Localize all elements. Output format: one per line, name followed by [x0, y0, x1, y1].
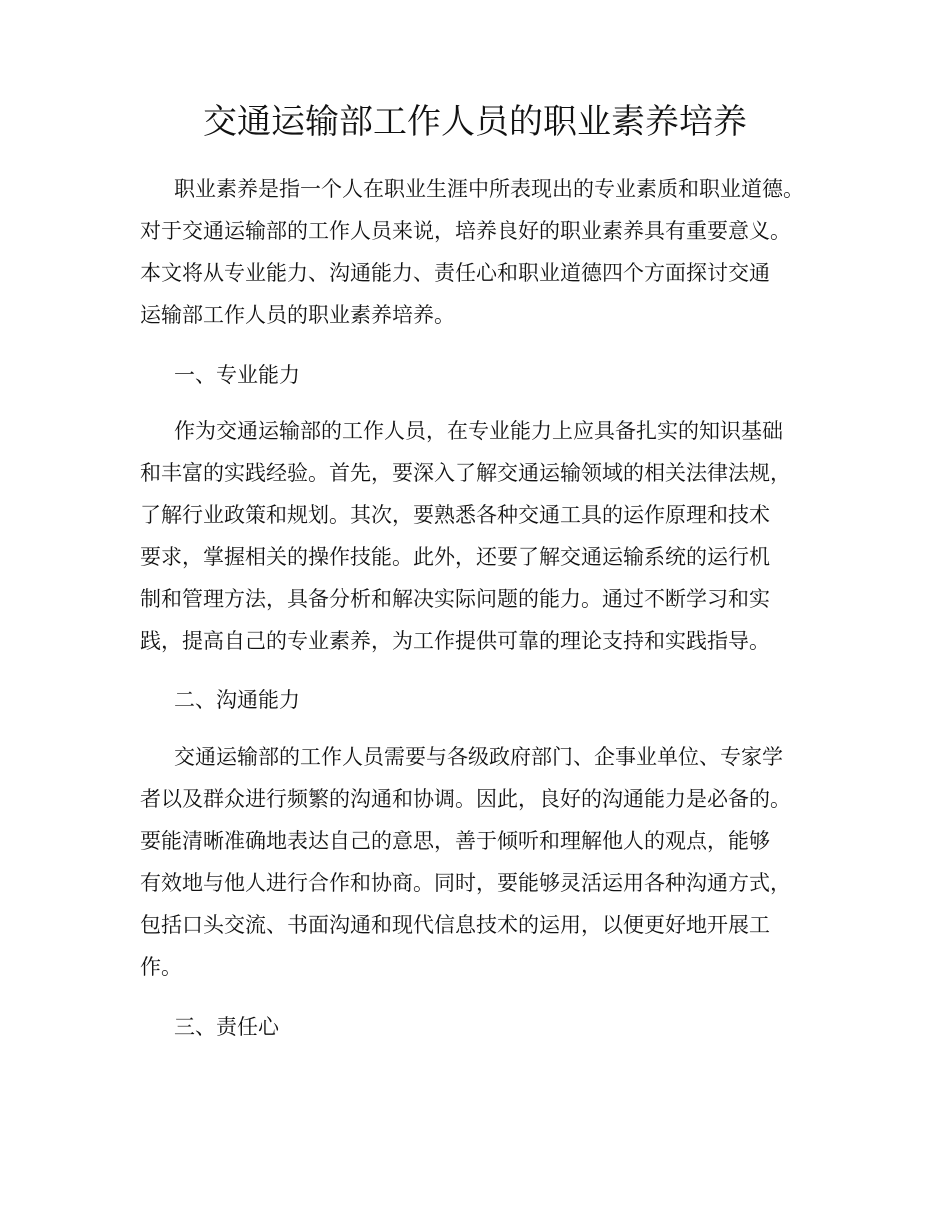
section-heading-responsibility: 三、责任心	[174, 1015, 279, 1039]
section2-line-2: 者以及群众进行频繁的沟通和协调。因此，良好的沟通能力是必备的。	[140, 787, 791, 811]
section2-line-6: 作。	[140, 955, 182, 979]
section-heading-communication-ability: 二、沟通能力	[174, 688, 300, 712]
section1-line-6: 践，提高自己的专业素养，为工作提供可靠的理论支持和实践指导。	[140, 629, 770, 653]
intro-line-3: 本文将从专业能力、沟通能力、责任心和职业道德四个方面探讨交通	[140, 261, 770, 285]
section1-line-4: 要求，掌握相关的操作技能。此外，还要了解交通运输系统的运行机	[140, 545, 770, 569]
document-title: 交通运输部工作人员的职业素养培养	[203, 102, 747, 142]
section2-line-3: 要能清晰准确地表达自己的意思，善于倾听和理解他人的观点，能够	[140, 829, 770, 853]
section2-line-5: 包括口头交流、书面沟通和现代信息技术的运用，以便更好地开展工	[140, 913, 770, 937]
section2-line-4: 有效地与他人进行合作和协商。同时，要能够灵活运用各种沟通方式，	[140, 871, 791, 895]
intro-line-2: 对于交通运输部的工作人员来说，培养良好的职业素养具有重要意义。	[140, 219, 791, 243]
section1-line-5: 制和管理方法，具备分析和解决实际问题的能力。通过不断学习和实	[140, 587, 770, 611]
section2-line-1: 交通运输部的工作人员需要与各级政府部门、企事业单位、专家学	[174, 745, 783, 769]
intro-line-1: 职业素养是指一个人在职业生涯中所表现出的专业素质和职业道德。	[174, 177, 804, 201]
intro-line-4: 运输部工作人员的职业素养培养。	[140, 303, 455, 327]
section1-line-1: 作为交通运输部的工作人员，在专业能力上应具备扎实的知识基础	[174, 419, 783, 443]
section1-line-3: 了解行业政策和规划。其次，要熟悉各种交通工具的运作原理和技术	[140, 503, 770, 527]
section-heading-professional-ability: 一、专业能力	[174, 363, 300, 387]
section1-line-2: 和丰富的实践经验。首先，要深入了解交通运输领域的相关法律法规，	[140, 461, 791, 485]
